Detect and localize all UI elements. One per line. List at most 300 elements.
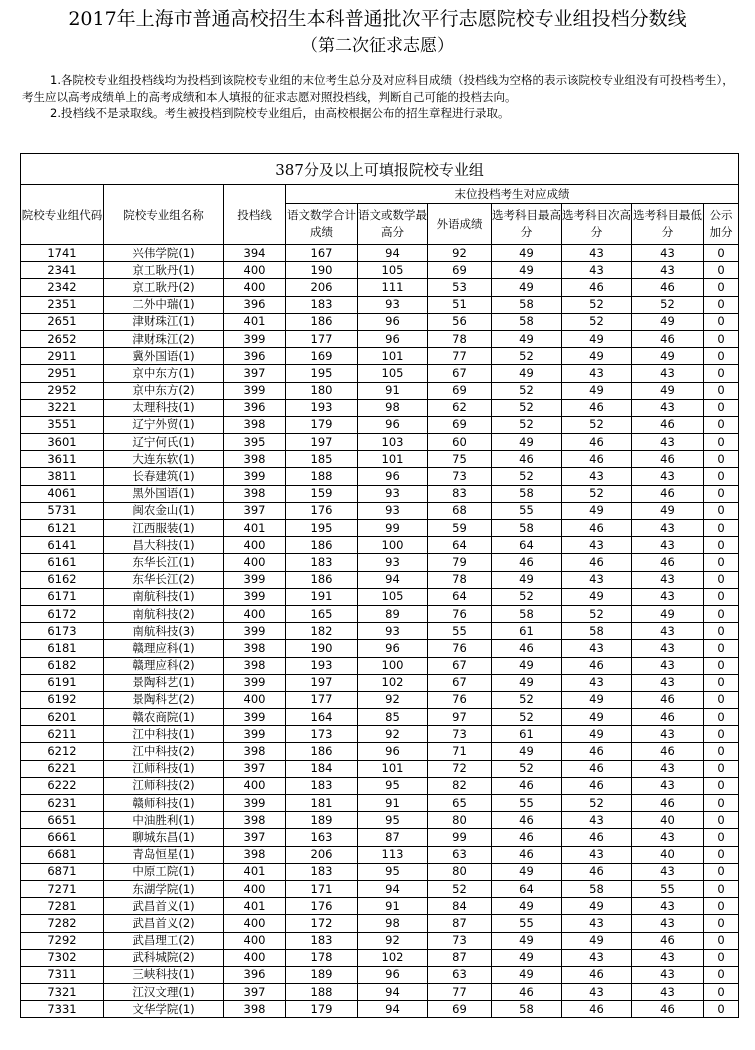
cell-elective-min: 46	[632, 932, 704, 949]
cell-elective-min: 40	[632, 846, 704, 863]
cell-score: 398	[224, 812, 286, 829]
cell-score: 398	[224, 485, 286, 502]
cell-chinese-math: 163	[286, 829, 358, 846]
table-row	[21, 743, 739, 760]
cell-code: 2341	[21, 262, 104, 279]
cell-chinese-math-max: 94	[358, 1001, 428, 1018]
table-row	[21, 674, 739, 691]
cell-chinese-math: 193	[286, 399, 358, 416]
cell-elective-min: 46	[632, 795, 704, 812]
cell-elective-second: 46	[562, 966, 632, 983]
cell-bonus: 0	[704, 502, 739, 519]
cell-chinese-math-max: 93	[358, 554, 428, 571]
cell-score: 399	[224, 726, 286, 743]
cell-elective-min: 43	[632, 984, 704, 1001]
cell-score: 400	[224, 932, 286, 949]
cell-foreign: 65	[428, 795, 492, 812]
cell-score: 399	[224, 709, 286, 726]
cell-elective-max: 46	[492, 984, 562, 1001]
cell-elective-min: 43	[632, 588, 704, 605]
cell-elective-min: 46	[632, 416, 704, 433]
cell-chinese-math-max: 91	[358, 795, 428, 812]
cell-elective-second: 58	[562, 880, 632, 897]
cell-chinese-math: 179	[286, 416, 358, 433]
cell-foreign: 77	[428, 348, 492, 365]
cell-code: 2652	[21, 330, 104, 347]
cell-bonus: 0	[704, 966, 739, 983]
cell-name: 京工耿丹(2)	[104, 279, 224, 296]
cell-score: 399	[224, 468, 286, 485]
cell-score: 400	[224, 537, 286, 554]
cell-score: 400	[224, 777, 286, 794]
cell-elective-max: 46	[492, 777, 562, 794]
cell-elective-max: 49	[492, 863, 562, 880]
cell-name: 冀外国语(1)	[104, 348, 224, 365]
cell-elective-second: 46	[562, 451, 632, 468]
cell-chinese-math: 178	[286, 949, 358, 966]
cell-elective-second: 46	[562, 520, 632, 537]
table-row	[21, 313, 739, 330]
cell-score: 399	[224, 330, 286, 347]
cell-elective-second: 46	[562, 399, 632, 416]
cell-foreign: 77	[428, 984, 492, 1001]
cell-elective-second: 43	[562, 468, 632, 485]
cell-elective-second: 46	[562, 279, 632, 296]
cell-foreign: 82	[428, 777, 492, 794]
score-table	[20, 153, 739, 1018]
table-row	[21, 932, 739, 949]
cell-elective-min: 46	[632, 279, 704, 296]
cell-name: 二外中瑞(1)	[104, 296, 224, 313]
cell-elective-second: 46	[562, 777, 632, 794]
cell-chinese-math: 171	[286, 880, 358, 897]
cell-code: 2342	[21, 279, 104, 296]
table-row	[21, 330, 739, 347]
cell-score: 400	[224, 605, 286, 622]
cell-elective-second: 49	[562, 726, 632, 743]
cell-code: 2651	[21, 313, 104, 330]
cell-foreign: 71	[428, 743, 492, 760]
cell-bonus: 0	[704, 365, 739, 382]
cell-code: 6161	[21, 554, 104, 571]
cell-code: 6182	[21, 657, 104, 674]
cell-elective-min: 43	[632, 777, 704, 794]
cell-name: 南航科技(1)	[104, 588, 224, 605]
cell-foreign: 73	[428, 726, 492, 743]
cell-name: 京中东方(1)	[104, 365, 224, 382]
cell-elective-second: 46	[562, 434, 632, 451]
cell-name: 江中科技(1)	[104, 726, 224, 743]
table-row	[21, 1001, 739, 1018]
cell-chinese-math: 193	[286, 657, 358, 674]
cell-chinese-math: 182	[286, 623, 358, 640]
cell-elective-max: 52	[492, 382, 562, 399]
cell-chinese-math: 186	[286, 743, 358, 760]
cell-elective-min: 46	[632, 743, 704, 760]
cell-foreign: 75	[428, 451, 492, 468]
cell-chinese-math: 188	[286, 984, 358, 1001]
cell-name: 东华长江(1)	[104, 554, 224, 571]
cell-chinese-math-max: 96	[358, 330, 428, 347]
cell-bonus: 0	[704, 691, 739, 708]
cell-code: 2952	[21, 382, 104, 399]
cell-code: 7292	[21, 932, 104, 949]
cell-code: 6173	[21, 623, 104, 640]
cell-chinese-math-max: 93	[358, 502, 428, 519]
table-row	[21, 399, 739, 416]
cell-chinese-math-max: 102	[358, 674, 428, 691]
cell-elective-min: 55	[632, 880, 704, 897]
cell-elective-max: 49	[492, 949, 562, 966]
cell-elective-second: 49	[562, 330, 632, 347]
cell-foreign: 51	[428, 296, 492, 313]
cell-foreign: 87	[428, 915, 492, 932]
cell-score: 400	[224, 949, 286, 966]
cell-score: 398	[224, 416, 286, 433]
cell-chinese-math: 176	[286, 502, 358, 519]
cell-elective-max: 52	[492, 691, 562, 708]
cell-elective-max: 55	[492, 795, 562, 812]
table-row	[21, 416, 739, 433]
table-row	[21, 348, 739, 365]
cell-foreign: 55	[428, 623, 492, 640]
cell-chinese-math: 186	[286, 313, 358, 330]
cell-foreign: 69	[428, 382, 492, 399]
cell-elective-min: 43	[632, 949, 704, 966]
cell-foreign: 76	[428, 605, 492, 622]
cell-name: 文华学院(1)	[104, 1001, 224, 1018]
cell-bonus: 0	[704, 640, 739, 657]
cell-score: 396	[224, 399, 286, 416]
cell-elective-max: 49	[492, 743, 562, 760]
cell-chinese-math: 180	[286, 382, 358, 399]
cell-elective-second: 49	[562, 382, 632, 399]
cell-elective-min: 46	[632, 451, 704, 468]
cell-score: 399	[224, 674, 286, 691]
cell-elective-min: 43	[632, 829, 704, 846]
cell-bonus: 0	[704, 1001, 739, 1018]
cell-elective-min: 52	[632, 296, 704, 313]
cell-elective-max: 49	[492, 674, 562, 691]
cell-score: 397	[224, 984, 286, 1001]
cell-name: 大连东软(1)	[104, 451, 224, 468]
cell-score: 398	[224, 451, 286, 468]
cell-bonus: 0	[704, 451, 739, 468]
cell-chinese-math-max: 87	[358, 829, 428, 846]
cell-elective-second: 46	[562, 554, 632, 571]
cell-code: 2911	[21, 348, 104, 365]
cell-chinese-math: 183	[286, 296, 358, 313]
cell-name: 东湖学院(1)	[104, 880, 224, 897]
cell-chinese-math-max: 100	[358, 657, 428, 674]
cell-foreign: 69	[428, 416, 492, 433]
cell-elective-max: 46	[492, 812, 562, 829]
cell-code: 6141	[21, 537, 104, 554]
cell-name: 闽农金山(1)	[104, 502, 224, 519]
table-row	[21, 468, 739, 485]
cell-chinese-math: 206	[286, 279, 358, 296]
cell-name: 聊城东昌(1)	[104, 829, 224, 846]
section-header: 387分及以上可填报院校专业组	[21, 154, 739, 185]
cell-bonus: 0	[704, 863, 739, 880]
cell-bonus: 0	[704, 674, 739, 691]
cell-elective-max: 61	[492, 726, 562, 743]
cell-chinese-math-max: 96	[358, 468, 428, 485]
cell-bonus: 0	[704, 949, 739, 966]
cell-name: 京工耿丹(1)	[104, 262, 224, 279]
cell-chinese-math: 195	[286, 365, 358, 382]
cell-bonus: 0	[704, 468, 739, 485]
cell-name: 江师科技(1)	[104, 760, 224, 777]
cell-foreign: 62	[428, 399, 492, 416]
cell-name: 兴伟学院(1)	[104, 245, 224, 262]
cell-name: 江西服装(1)	[104, 520, 224, 537]
cell-chinese-math: 197	[286, 674, 358, 691]
table-row	[21, 691, 739, 708]
note-2: 2.投档线不是录取线。考生被投档到院校专业组后，由高校根据公布的招生章程进行录取。	[50, 106, 510, 120]
table-row	[21, 296, 739, 313]
cell-bonus: 0	[704, 657, 739, 674]
table-row	[21, 760, 739, 777]
cell-chinese-math-max: 85	[358, 709, 428, 726]
cell-code: 6171	[21, 588, 104, 605]
cell-elective-second: 46	[562, 1001, 632, 1018]
cell-bonus: 0	[704, 485, 739, 502]
cell-elective-second: 49	[562, 709, 632, 726]
cell-score: 396	[224, 348, 286, 365]
cell-code: 6212	[21, 743, 104, 760]
table-row	[21, 365, 739, 382]
cell-chinese-math-max: 96	[358, 640, 428, 657]
cell-elective-min: 43	[632, 640, 704, 657]
cell-name: 武昌理工(2)	[104, 932, 224, 949]
cell-name: 赣理应科(2)	[104, 657, 224, 674]
cell-chinese-math-max: 94	[358, 880, 428, 897]
cell-bonus: 0	[704, 812, 739, 829]
table-row	[21, 880, 739, 897]
cell-elective-min: 46	[632, 691, 704, 708]
cell-foreign: 92	[428, 245, 492, 262]
cell-elective-min: 46	[632, 554, 704, 571]
cell-elective-max: 52	[492, 760, 562, 777]
cell-elective-min: 43	[632, 657, 704, 674]
cell-elective-max: 52	[492, 709, 562, 726]
cell-score: 396	[224, 966, 286, 983]
cell-score: 401	[224, 520, 286, 537]
cell-elective-second: 52	[562, 296, 632, 313]
cell-elective-max: 58	[492, 296, 562, 313]
cell-elective-second: 43	[562, 571, 632, 588]
cell-elective-second: 49	[562, 932, 632, 949]
cell-bonus: 0	[704, 915, 739, 932]
table-row	[21, 812, 739, 829]
cell-elective-second: 49	[562, 502, 632, 519]
cell-code: 1741	[21, 245, 104, 262]
cell-chinese-math: 183	[286, 863, 358, 880]
cell-elective-second: 43	[562, 365, 632, 382]
table-row	[21, 485, 739, 502]
cell-elective-second: 49	[562, 588, 632, 605]
cell-elective-min: 43	[632, 365, 704, 382]
cell-code: 6192	[21, 691, 104, 708]
cell-bonus: 0	[704, 554, 739, 571]
cell-code: 6231	[21, 795, 104, 812]
cell-elective-max: 46	[492, 554, 562, 571]
table-row	[21, 777, 739, 794]
cell-name: 赣师科技(1)	[104, 795, 224, 812]
cell-score: 400	[224, 691, 286, 708]
cell-chinese-math: 159	[286, 485, 358, 502]
cell-bonus: 0	[704, 709, 739, 726]
cell-elective-second: 43	[562, 537, 632, 554]
header-foreign: 外语成绩	[428, 204, 492, 245]
cell-code: 7271	[21, 880, 104, 897]
cell-foreign: 80	[428, 863, 492, 880]
cell-chinese-math-max: 93	[358, 623, 428, 640]
cell-name: 南航科技(3)	[104, 623, 224, 640]
cell-code: 6222	[21, 777, 104, 794]
cell-chinese-math-max: 101	[358, 760, 428, 777]
table-row	[21, 537, 739, 554]
cell-foreign: 83	[428, 485, 492, 502]
cell-score: 397	[224, 365, 286, 382]
notes	[22, 72, 738, 122]
cell-chinese-math: 177	[286, 691, 358, 708]
table-row	[21, 709, 739, 726]
cell-elective-max: 61	[492, 623, 562, 640]
cell-elective-max: 52	[492, 468, 562, 485]
cell-name: 津财珠江(2)	[104, 330, 224, 347]
cell-code: 7281	[21, 898, 104, 915]
cell-score: 397	[224, 760, 286, 777]
cell-elective-max: 49	[492, 571, 562, 588]
cell-chinese-math: 197	[286, 434, 358, 451]
cell-chinese-math-max: 92	[358, 932, 428, 949]
page-subtitle: （第二次征求志愿）	[301, 36, 454, 56]
cell-elective-max: 49	[492, 330, 562, 347]
cell-foreign: 87	[428, 949, 492, 966]
table-row	[21, 502, 739, 519]
cell-elective-min: 49	[632, 502, 704, 519]
cell-code: 7302	[21, 949, 104, 966]
cell-score: 397	[224, 502, 286, 519]
cell-name: 长春建筑(1)	[104, 468, 224, 485]
cell-elective-min: 46	[632, 485, 704, 502]
cell-name: 江师科技(2)	[104, 777, 224, 794]
cell-chinese-math: 186	[286, 571, 358, 588]
cell-elective-min: 43	[632, 898, 704, 915]
cell-chinese-math-max: 94	[358, 984, 428, 1001]
cell-bonus: 0	[704, 537, 739, 554]
cell-elective-second: 49	[562, 691, 632, 708]
cell-name: 辽宁外贸(1)	[104, 416, 224, 433]
cell-elective-second: 46	[562, 743, 632, 760]
cell-chinese-math: 183	[286, 932, 358, 949]
table-row	[21, 571, 739, 588]
cell-code: 5731	[21, 502, 104, 519]
header-elective-max: 选考科目最高分	[492, 204, 562, 245]
cell-code: 3221	[21, 399, 104, 416]
cell-foreign: 69	[428, 1001, 492, 1018]
cell-code: 7282	[21, 915, 104, 932]
cell-score: 401	[224, 898, 286, 915]
cell-elective-min: 43	[632, 863, 704, 880]
cell-elective-min: 49	[632, 313, 704, 330]
cell-elective-min: 46	[632, 709, 704, 726]
cell-bonus: 0	[704, 296, 739, 313]
cell-bonus: 0	[704, 245, 739, 262]
cell-bonus: 0	[704, 279, 739, 296]
table-row	[21, 434, 739, 451]
cell-elective-second: 43	[562, 915, 632, 932]
table-row	[21, 949, 739, 966]
cell-score: 395	[224, 434, 286, 451]
cell-chinese-math-max: 96	[358, 966, 428, 983]
cell-name: 昌大科技(1)	[104, 537, 224, 554]
cell-foreign: 68	[428, 502, 492, 519]
cell-chinese-math-max: 105	[358, 262, 428, 279]
cell-bonus: 0	[704, 795, 739, 812]
cell-chinese-math: 167	[286, 245, 358, 262]
cell-chinese-math-max: 94	[358, 571, 428, 588]
header-bonus: 公示加分	[704, 204, 739, 245]
cell-score: 396	[224, 296, 286, 313]
cell-elective-max: 52	[492, 416, 562, 433]
cell-bonus: 0	[704, 880, 739, 897]
cell-chinese-math: 165	[286, 605, 358, 622]
cell-name: 江中科技(2)	[104, 743, 224, 760]
cell-elective-min: 43	[632, 966, 704, 983]
cell-elective-second: 52	[562, 485, 632, 502]
cell-score: 398	[224, 640, 286, 657]
cell-chinese-math-max: 95	[358, 777, 428, 794]
cell-chinese-math-max: 96	[358, 313, 428, 330]
cell-code: 6162	[21, 571, 104, 588]
cell-chinese-math-max: 96	[358, 743, 428, 760]
cell-elective-min: 49	[632, 382, 704, 399]
cell-foreign: 63	[428, 966, 492, 983]
cell-code: 2951	[21, 365, 104, 382]
cell-elective-second: 46	[562, 760, 632, 777]
cell-foreign: 67	[428, 674, 492, 691]
cell-elective-min: 43	[632, 623, 704, 640]
cell-elective-max: 49	[492, 434, 562, 451]
cell-foreign: 99	[428, 829, 492, 846]
cell-score: 399	[224, 588, 286, 605]
cell-elective-min: 49	[632, 605, 704, 622]
cell-bonus: 0	[704, 262, 739, 279]
cell-elective-second: 52	[562, 416, 632, 433]
cell-bonus: 0	[704, 588, 739, 605]
cell-name: 南航科技(2)	[104, 605, 224, 622]
header-chinese-math-max: 语文或数学最高分	[358, 204, 428, 245]
cell-chinese-math: 185	[286, 451, 358, 468]
cell-foreign: 67	[428, 365, 492, 382]
cell-bonus: 0	[704, 520, 739, 537]
cell-elective-second: 46	[562, 863, 632, 880]
cell-name: 青岛恒星(1)	[104, 846, 224, 863]
cell-code: 6211	[21, 726, 104, 743]
cell-elective-min: 43	[632, 537, 704, 554]
cell-elective-second: 43	[562, 262, 632, 279]
cell-elective-min: 46	[632, 330, 704, 347]
cell-code: 6191	[21, 674, 104, 691]
cell-foreign: 69	[428, 262, 492, 279]
cell-elective-second: 43	[562, 674, 632, 691]
cell-chinese-math: 184	[286, 760, 358, 777]
table-row	[21, 966, 739, 983]
table-row	[21, 898, 739, 915]
